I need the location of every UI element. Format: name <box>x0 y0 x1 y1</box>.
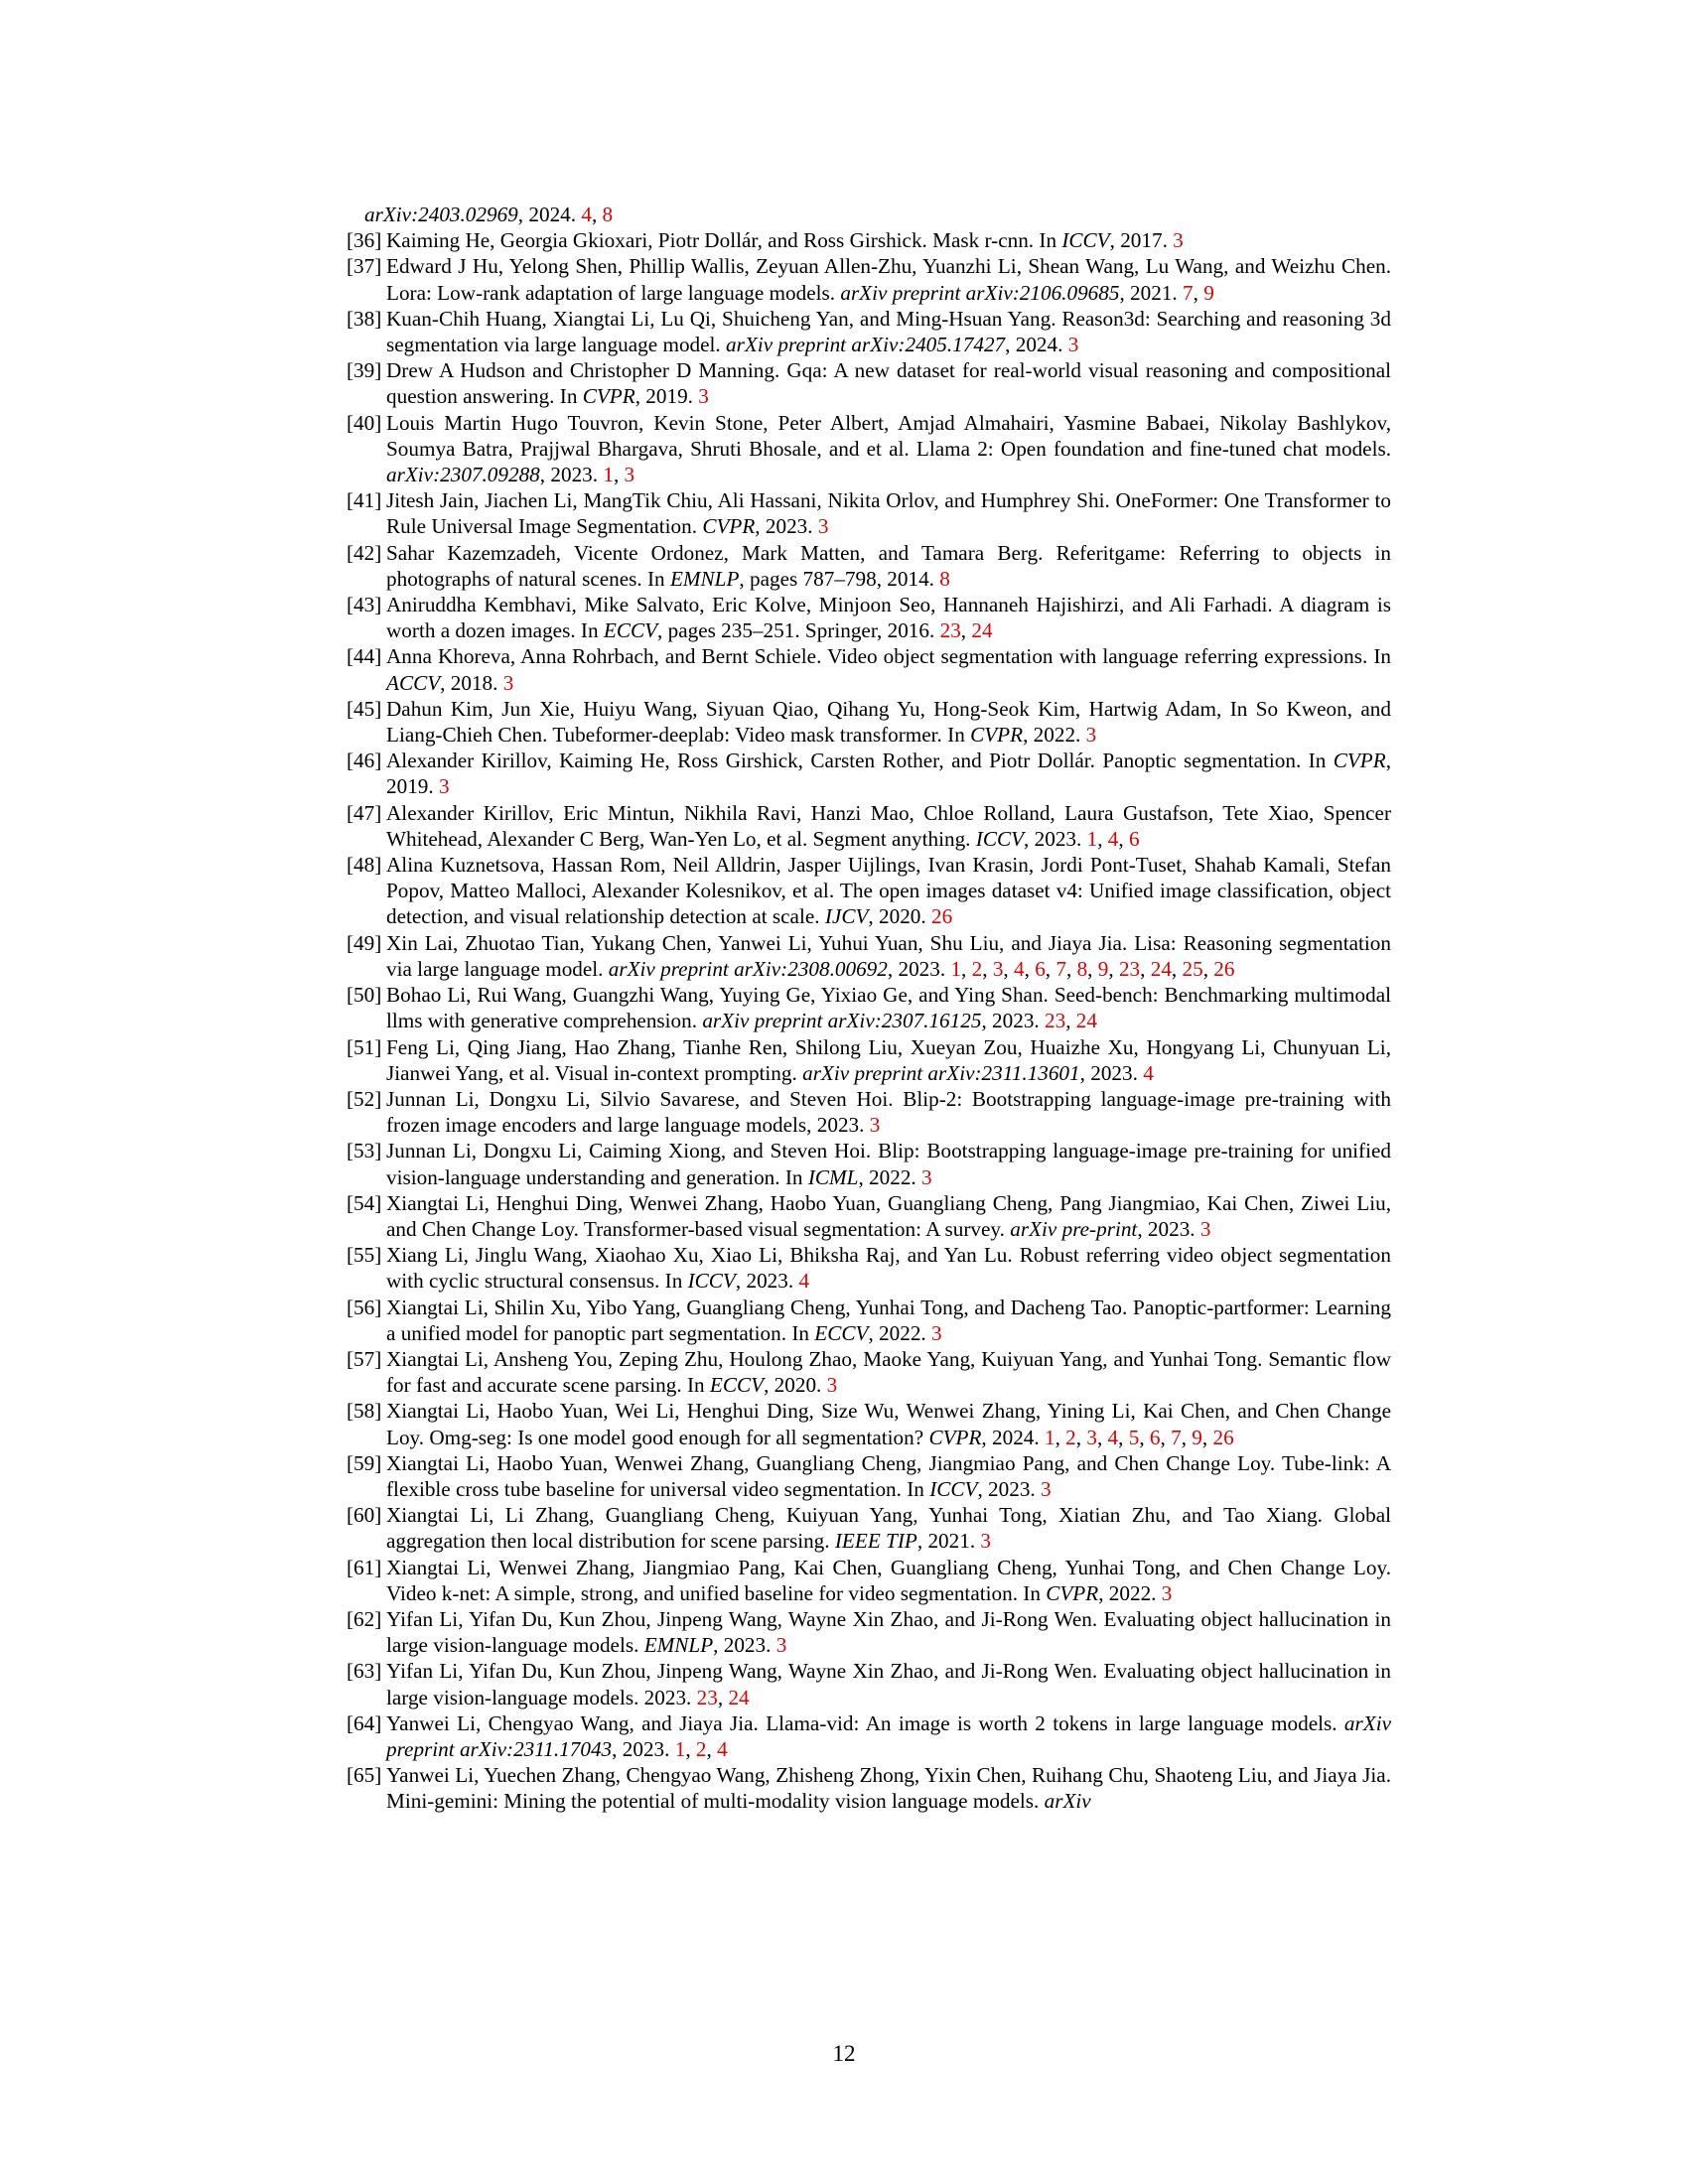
citation-link[interactable]: 5 <box>1128 1425 1140 1449</box>
reference-text: , 2018. <box>440 670 503 695</box>
reference-text: , 2022. <box>868 1320 931 1345</box>
reference-text: Xiangtai Li, Ansheng You, Zeping Zhu, Houlong Zhao, Maoke Yang, Kuiyuan Yang, and Yunhai Tong. Semantic flow for fast and accurate scene parsing. In <box>386 1346 1397 1398</box>
reference-number: [39] <box>347 358 382 383</box>
reference-number: [43] <box>347 593 382 617</box>
reference-text: , 2024. <box>981 1425 1045 1449</box>
reference-text: , 2023. <box>539 463 604 487</box>
citation-link[interactable]: 3 <box>992 956 1004 981</box>
reference-text: Alina Kuznetsova, Hassan Rom, Neil Alldrin, Jasper Uijlings, Ivan Krasin, Jordi Pont-Tuset, Shahab Kamali, Stefan Popov, Matteo Malloci, Alexander Kolesnikov, et al. The open images dataset v4: Unified image classification, object detection, and visual relationship detection at scale. <box>386 853 1397 929</box>
reference-number: [54] <box>347 1190 382 1215</box>
reference-text: Kaiming He, Georgia Gkioxari, Piotr Dollár, and Ross Girshick. Mask r-cnn. In <box>386 228 1062 253</box>
reference-entry <box>347 410 1397 488</box>
reference-text: , <box>591 203 603 226</box>
citation-link[interactable]: 9 <box>1192 1425 1202 1449</box>
venue-italic: ICML <box>807 1164 859 1189</box>
reference-text: Xiangtai Li, Henghui Ding, Wenwei Zhang, Haobo Yuan, Guangliang Cheng, Pang Jiangmiao, Kai Chen, Ziwei Liu, and Chen Change Loy. Transformer-based visual segmentation: A survey. <box>386 1190 1397 1241</box>
reference-entry <box>347 1606 1397 1658</box>
reference-text: , 2023. <box>612 1736 675 1761</box>
citation-link[interactable]: 3 <box>980 1529 991 1554</box>
citation-link[interactable]: 4 <box>1107 826 1119 851</box>
reference-body <box>386 1242 1397 1294</box>
venue-italic: ICCV <box>975 826 1025 851</box>
reference-text: Yifan Li, Yifan Du, Kun Zhou, Jinpeng Wang, Wayne Xin Zhao, and Ji-Rong Wen. Evaluating object hallucination in large vision-language models. 2023. <box>386 1659 1397 1709</box>
reference-body <box>386 306 1397 357</box>
reference-number: [46] <box>347 749 382 773</box>
reference-number: [63] <box>347 1659 382 1684</box>
citation-link[interactable]: 3 <box>438 774 450 799</box>
venue-italic: arXiv preprint arXiv:2106.09685 <box>840 280 1120 305</box>
reference-text: , <box>1075 1425 1087 1449</box>
citation-link[interactable]: 1 <box>950 956 962 981</box>
citation-link[interactable]: 3 <box>502 670 514 695</box>
reference-text: , <box>1065 956 1077 981</box>
reference-body <box>386 1190 1397 1242</box>
citation-link[interactable]: 3 <box>1041 1476 1052 1501</box>
reference-body <box>386 696 1397 748</box>
reference-text: , 2023. <box>981 1009 1045 1033</box>
reference-text: , 2021. <box>1119 280 1184 305</box>
reference-body <box>386 1138 1397 1189</box>
reference-body <box>386 253 1397 305</box>
reference-text: , 2024. <box>517 203 582 226</box>
reference-entry <box>347 852 1397 930</box>
reference-text: Xiangtai Li, Wenwei Zhang, Jiangmiao Pang, Kai Chen, Guangliang Cheng, Yunhai Tong, and Chen Change Loy. Video k-net: A simple, strong, and unified baseline for video segmentation. In <box>386 1555 1396 1605</box>
citation-link[interactable]: 3 <box>1173 228 1184 253</box>
reference-body <box>386 800 1396 852</box>
reference-text: , <box>1097 826 1108 851</box>
venue-italic: arXiv preprint arXiv:2307.16125 <box>702 1009 982 1033</box>
reference-text: , <box>1118 1425 1129 1449</box>
reference-number: [62] <box>347 1606 382 1631</box>
citation-link[interactable]: 4 <box>1014 956 1025 981</box>
reference-text: Junnan Li, Dongxu Li, Caiming Xiong, and Steven Hoi. Blip: Bootstrapping language-image pre-training for unified vision-language understanding and generation. In <box>386 1139 1397 1189</box>
citation-link[interactable]: 2 <box>971 956 983 981</box>
reference-number: [60] <box>347 1503 382 1528</box>
reference-body <box>386 982 1397 1033</box>
citation-link[interactable]: 24 <box>1150 956 1172 981</box>
reference-text: , <box>1118 826 1129 851</box>
venue-italic: arXiv preprint arXiv:2311.17043 <box>386 1710 1397 1761</box>
reference-body <box>386 1450 1397 1502</box>
venue-italic: arXiv preprint arXiv:2311.13601 <box>802 1060 1080 1085</box>
reference-text: Dahun Kim, Jun Xie, Huiyu Wang, Siyuan Qiao, Qihang Yu, Hong-Seok Kim, Hartwig Adam, In So Kweon, and Liang-Chieh Chen. Tubeformer-deeplab: Video mask transformer. In <box>386 696 1397 748</box>
reference-text: , <box>982 956 993 981</box>
citation-link[interactable]: 8 <box>602 203 614 226</box>
citation-link[interactable]: 23 <box>1118 956 1141 981</box>
reference-entry <box>347 227 1391 253</box>
reference-entry <box>347 748 1397 799</box>
reference-body <box>386 1502 1397 1554</box>
reference-text: Xin Lai, Zhuotao Tian, Yukang Chen, Yanwei Li, Yuhui Yuan, Shu Liu, and Jiaya Jia. Lisa: Reasoning segmentation via large language model. <box>386 930 1397 981</box>
citation-link[interactable]: 23 <box>1045 1009 1066 1033</box>
reference-continuation <box>347 202 1391 227</box>
reference-body <box>386 540 1397 592</box>
citation-link[interactable]: 26 <box>1212 1425 1234 1449</box>
reference-entry <box>347 1710 1397 1762</box>
reference-entry <box>347 306 1397 357</box>
reference-text: Aniruddha Kembhavi, Mike Salvato, Eric Kolve, Minjoon Seo, Hannaneh Hajishirzi, and Ali Farhadi. A diagram is worth a dozen images. In <box>386 593 1397 643</box>
reference-number: [59] <box>347 1450 382 1475</box>
reference-body <box>386 1710 1397 1762</box>
venue-italic: ACCV <box>386 670 441 695</box>
citation-link[interactable]: 3 <box>698 384 709 409</box>
reference-number: [55] <box>347 1243 382 1268</box>
reference-text: , 2024. <box>1005 333 1068 357</box>
reference-text: , 2021. <box>916 1529 981 1554</box>
reference-text: , <box>1193 280 1204 305</box>
citation-link[interactable]: 3 <box>817 514 829 539</box>
reference-entry <box>347 800 1396 852</box>
reference-number: [47] <box>347 800 382 825</box>
reference-text: , <box>613 463 625 487</box>
reference-text: , <box>1171 956 1183 981</box>
citation-link[interactable]: 26 <box>930 904 953 929</box>
reference-entry <box>347 253 1397 305</box>
reference-body <box>386 1034 1397 1086</box>
reference-body <box>386 592 1397 643</box>
reference-text: , <box>1139 1425 1150 1449</box>
page-number: 12 <box>832 2041 856 2066</box>
venue-italic: CVPR <box>1333 749 1386 773</box>
reference-text: , 2019. <box>634 384 699 409</box>
reference-entry <box>347 540 1397 592</box>
reference-entry <box>347 1398 1397 1449</box>
reference-body <box>386 1762 1397 1814</box>
citation-link[interactable]: 2 <box>695 1736 707 1761</box>
reference-text: , <box>1181 1425 1193 1449</box>
venue-italic: CVPR <box>970 723 1024 748</box>
citation-link[interactable]: 3 <box>775 1633 787 1658</box>
citation-link[interactable]: 1 <box>1044 1425 1055 1449</box>
reference-text: Alexander Kirillov, Eric Mintun, Nikhila Ravi, Hanzi Mao, Chloe Rolland, Laura Gustafson, Tete Xiao, Spencer Whitehead, Alexander C Berg, Wan-Yen Lo, et al. Segment anything. <box>386 800 1396 851</box>
citation-link[interactable]: 7 <box>1171 1425 1182 1449</box>
reference-text: Kuan-Chih Huang, Xiangtai Li, Lu Qi, Shuicheng Yan, and Ming-Hsuan Yang. Reason3d: Searching and reasoning 3d segmentation via large language model. <box>386 306 1397 357</box>
citation-link[interactable]: 25 <box>1182 956 1203 981</box>
reference-text: Yanwei Li, Yuechen Zhang, Chengyao Wang, Zhisheng Zhong, Yixin Chen, Ruihang Chu, Shaoteng Liu, and Jiaya Jia. Mini-gemini: Mining the potential of multi-modality vision language models. <box>386 1763 1397 1814</box>
reference-text: , 2017. <box>1109 228 1174 253</box>
venue-italic: ICCV <box>1061 228 1110 253</box>
venue-italic: CVPR <box>1046 1580 1099 1605</box>
reference-number: [57] <box>347 1346 382 1371</box>
reference-text: Alexander Kirillov, Kaiming He, Ross Girshick, Carsten Rother, and Piotr Dollár. Panoptic segmentation. In <box>386 749 1334 773</box>
reference-number: [50] <box>347 983 382 1008</box>
reference-text: , <box>1045 956 1056 981</box>
reference-number: [52] <box>347 1086 382 1111</box>
reference-entry <box>347 1086 1397 1138</box>
reference-text: Bohao Li, Rui Wang, Guangzhi Wang, Yuying Ge, Yixiao Ge, and Ying Shan. Seed-bench: Benchmarking multimodal llms with generative comprehension. <box>386 983 1397 1033</box>
reference-entry <box>347 1450 1397 1502</box>
venue-italic: EMNLP <box>643 1633 714 1658</box>
reference-entry <box>347 1138 1397 1189</box>
citation-link[interactable]: 3 <box>1199 1216 1211 1241</box>
reference-text: , 2022. <box>1023 723 1086 748</box>
reference-entry <box>347 1658 1397 1709</box>
reference-number: [38] <box>347 306 382 331</box>
reference-text: Edward J Hu, Yelong Shen, Phillip Wallis, Zeyuan Allen-Zhu, Yuanzhi Li, Shean Wang, Lu Wang, and Weizhu Chen. Lora: Low-rank adaptation of large language models. <box>386 254 1397 305</box>
reference-text: , <box>1202 956 1214 981</box>
reference-text: , 2019. <box>386 749 1397 799</box>
venue-italic: IEEE TIP <box>834 1529 917 1554</box>
reference-entry <box>347 1295 1397 1346</box>
reference-text: , 2023. <box>887 956 951 981</box>
reference-text: , pages 787–798, 2014. <box>739 566 940 591</box>
citation-link[interactable]: 4 <box>1143 1060 1154 1085</box>
reference-text: Xiangtai Li, Shilin Xu, Yibo Yang, Guangliang Cheng, Yunhai Tong, and Dacheng Tao. Panoptic-partformer: Learning a unified model for panoptic part segmentation. In <box>386 1295 1397 1345</box>
reference-text: , 2023. <box>1024 826 1087 851</box>
venue-italic: arXiv:2403.02969 <box>364 203 518 226</box>
references-list <box>347 202 1397 1815</box>
reference-number: [36] <box>347 228 382 253</box>
venue-italic: EMNLP <box>669 566 740 591</box>
reference-text: Sahar Kazemzadeh, Vicente Ordonez, Mark Matten, and Tamara Berg. Referitgame: Referring to objects in photographs of natural scenes. In <box>386 540 1397 591</box>
reference-text: , <box>717 1685 729 1709</box>
reference-text: , <box>960 618 972 643</box>
reference-body <box>386 748 1397 799</box>
reference-body <box>386 357 1397 409</box>
reference-body <box>386 1606 1397 1658</box>
reference-body <box>386 487 1397 539</box>
reference-text: Xiangtai Li, Haobo Yuan, Wenwei Zhang, Guangliang Cheng, Jiangmiao Pang, and Chen Change Loy. Tube-link: A flexible cross tube baseline for universal video segmentation. In <box>386 1450 1397 1501</box>
reference-text: , <box>706 1736 718 1761</box>
reference-text: , 2022. <box>858 1164 921 1189</box>
citation-link[interactable]: 3 <box>921 1164 932 1189</box>
reference-body <box>386 1346 1397 1398</box>
reference-entry <box>347 1034 1397 1086</box>
venue-italic: CVPR <box>928 1425 982 1449</box>
reference-text: , 2023. <box>1079 1060 1144 1085</box>
citation-link[interactable]: 4 <box>798 1269 810 1294</box>
citation-link[interactable]: 1 <box>603 463 614 487</box>
reference-text: Louis Martin Hugo Touvron, Kevin Stone, Peter Albert, Amjad Almahairi, Yasmine Babaei, Nikolay Bashlykov, Soumya Batra, Prajjwal Bhargava, Shruti Bhosale, and et al. Llama 2: Open foundation and fine-tuned chat models. <box>386 410 1397 461</box>
citation-link[interactable]: 6 <box>1149 1425 1161 1449</box>
reference-number: [53] <box>347 1139 382 1163</box>
reference-number: [61] <box>347 1555 382 1579</box>
reference-text: Yanwei Li, Chengyao Wang, and Jiaya Jia. Llama-vid: An image is worth 2 tokens in large language models. <box>386 1710 1344 1735</box>
citation-link[interactable]: 4 <box>581 203 592 226</box>
venue-italic: ICCV <box>687 1269 736 1294</box>
citation-link[interactable]: 24 <box>1075 1009 1097 1033</box>
reference-number: [49] <box>347 930 382 955</box>
reference-entry <box>347 930 1397 982</box>
reference-number: [64] <box>347 1710 382 1735</box>
reference-body <box>386 1555 1396 1606</box>
reference-body <box>386 1295 1397 1346</box>
citation-link[interactable]: 3 <box>931 1320 942 1345</box>
reference-number: [41] <box>347 488 382 513</box>
reference-text: Yifan Li, Yifan Du, Kun Zhou, Jinpeng Wang, Wayne Xin Zhao, and Ji-Rong Wen. Evaluating object hallucination in large vision-language models. <box>386 1606 1397 1658</box>
reference-entry <box>347 1762 1397 1814</box>
reference-text: , <box>961 956 972 981</box>
citation-link[interactable]: 7 <box>1055 956 1066 981</box>
citation-link[interactable]: 6 <box>1128 826 1140 851</box>
reference-body <box>386 1658 1397 1709</box>
citation-link[interactable]: 23 <box>696 1685 718 1709</box>
citation-link[interactable]: 24 <box>971 618 993 643</box>
reference-entry <box>347 696 1397 748</box>
reference-number: [48] <box>347 853 382 878</box>
citation-link[interactable]: 3 <box>1085 723 1097 748</box>
reference-text: , 2023. <box>977 1476 1042 1501</box>
reference-text: Drew A Hudson and Christopher D Manning. Gqa: A new dataset for real-world visual reasoning and compositional question answering. In <box>386 358 1397 409</box>
reference-text: , <box>1096 1425 1108 1449</box>
reference-number: [51] <box>347 1034 382 1059</box>
citation-link[interactable]: 26 <box>1213 956 1235 981</box>
reference-text: Junnan Li, Dongxu Li, Silvio Savarese, and Steven Hoi. Blip-2: Bootstrapping language-image pre-training with frozen image encoders and large language models, 2023. <box>386 1086 1397 1138</box>
reference-text: , 2023. <box>713 1633 776 1658</box>
citation-link[interactable]: 4 <box>717 1736 728 1761</box>
citation-link[interactable]: 3 <box>1161 1580 1173 1605</box>
reference-text: Xiangtai Li, Haobo Yuan, Wei Li, Henghui Ding, Size Wu, Wenwei Zhang, Yining Li, Kai Chen, and Chen Change Loy. Omg-seg: Is one model good enough for all segmentation? <box>386 1399 1397 1449</box>
venue-italic: arXiv <box>1044 1789 1091 1814</box>
reference-number: [65] <box>347 1763 382 1788</box>
reference-entry <box>347 1346 1397 1398</box>
citation-link[interactable]: 3 <box>1067 333 1079 357</box>
reference-text: , <box>1065 1009 1076 1033</box>
reference-entry <box>347 1242 1397 1294</box>
reference-text: , <box>1024 956 1036 981</box>
reference-body <box>386 1086 1397 1138</box>
venue-italic: arXiv preprint arXiv:2405.17427 <box>726 333 1006 357</box>
reference-entry <box>347 982 1397 1033</box>
citation-link[interactable]: 9 <box>1097 956 1109 981</box>
citation-link[interactable]: 3 <box>869 1113 881 1138</box>
citation-link[interactable]: 3 <box>1086 1425 1097 1449</box>
reference-entry <box>347 592 1397 643</box>
reference-number: [56] <box>347 1295 382 1319</box>
reference-number: [45] <box>347 696 382 721</box>
reference-text: Anna Khoreva, Anna Rohrbach, and Bernt Schiele. Video object segmentation with language referring expressions. In <box>386 644 1397 669</box>
reference-text: , pages 235–251. Springer, 2016. <box>657 618 940 643</box>
reference-text: , <box>1087 956 1098 981</box>
reference-body <box>386 227 1391 253</box>
reference-entry <box>347 1190 1397 1242</box>
reference-entry <box>347 487 1397 539</box>
reference-text: , 2020. <box>868 904 931 929</box>
reference-text: Xiang Li, Jinglu Wang, Xiaohao Xu, Xiao Li, Bhiksha Raj, and Yan Lu. Robust referring video object segmentation with cyclic structural consensus. In <box>386 1243 1397 1294</box>
citation-link[interactable]: 1 <box>1086 826 1098 851</box>
venue-italic: CVPR <box>702 514 756 539</box>
venue-italic: arXiv preprint arXiv:2308.00692 <box>608 956 888 981</box>
reference-text: , <box>1108 956 1119 981</box>
citation-link[interactable]: 9 <box>1203 280 1214 305</box>
reference-body <box>386 643 1397 695</box>
citation-link[interactable]: 3 <box>826 1373 838 1398</box>
reference-text: , <box>685 1736 696 1761</box>
reference-text: Xiangtai Li, Li Zhang, Guangliang Cheng, Kuiyuan Yang, Yunhai Tong, Xiatian Zhu, and Tao Xiang. Global aggregation then local distribution for scene parsing. <box>386 1503 1397 1554</box>
reference-entry <box>347 1555 1396 1606</box>
citation-link[interactable]: 23 <box>939 618 961 643</box>
reference-body <box>386 1398 1397 1449</box>
reference-body <box>386 852 1397 930</box>
reference-text: , 2023. <box>735 1269 799 1294</box>
venue-italic: ECCV <box>814 1320 869 1345</box>
reference-text: Feng Li, Qing Jiang, Hao Zhang, Tianhe Ren, Shilong Liu, Xueyan Zou, Huaizhe Xu, Hongyang Li, Chunyuan Li, Jianwei Yang, et al. Visual in-context prompting. <box>386 1034 1397 1085</box>
reference-text: , 2022. <box>1098 1580 1162 1605</box>
reference-text: , <box>1055 1425 1066 1449</box>
reference-entry <box>347 1502 1397 1554</box>
citation-link[interactable]: 6 <box>1035 956 1046 981</box>
venue-italic: IJCV <box>824 904 869 929</box>
reference-body <box>386 930 1397 982</box>
citation-link[interactable]: 7 <box>1183 280 1194 305</box>
reference-number: [37] <box>347 254 382 279</box>
reference-items <box>347 227 1397 1814</box>
reference-number: [44] <box>347 644 382 669</box>
venue-italic: arXiv pre-print <box>1010 1216 1138 1241</box>
citation-link[interactable]: 1 <box>674 1736 686 1761</box>
citation-link[interactable]: 2 <box>1065 1425 1076 1449</box>
citation-link[interactable]: 3 <box>624 463 635 487</box>
reference-text: , 2020. <box>764 1373 827 1398</box>
venue-italic: ICCV <box>929 1476 978 1501</box>
reference-entry <box>347 357 1397 409</box>
reference-text: , <box>1140 956 1151 981</box>
citation-link[interactable]: 8 <box>939 566 950 591</box>
venue-italic: CVPR <box>582 384 635 409</box>
reference-body <box>386 410 1397 488</box>
venue-italic: ECCV <box>709 1373 765 1398</box>
reference-text: Jitesh Jain, Jiachen Li, MangTik Chiu, Ali Hassani, Nikita Orlov, and Humphrey Shi. OneFormer: One Transformer to Rule Universal Image Segmentation. <box>386 488 1397 539</box>
reference-number: [42] <box>347 540 382 565</box>
citation-link[interactable]: 4 <box>1107 1425 1119 1449</box>
reference-number: [40] <box>347 410 382 435</box>
reference-text: , <box>1003 956 1014 981</box>
citation-link[interactable]: 8 <box>1076 956 1088 981</box>
reference-entry <box>347 643 1397 695</box>
reference-text: , <box>1160 1425 1172 1449</box>
venue-italic: ECCV <box>603 618 658 643</box>
reference-number: [58] <box>347 1399 382 1424</box>
reference-text: , 2023. <box>755 514 818 539</box>
venue-italic: arXiv:2307.09288 <box>386 463 540 487</box>
reference-text: , 2023. <box>1137 1216 1200 1241</box>
citation-link[interactable]: 24 <box>728 1685 750 1709</box>
reference-text: , <box>1201 1425 1213 1449</box>
